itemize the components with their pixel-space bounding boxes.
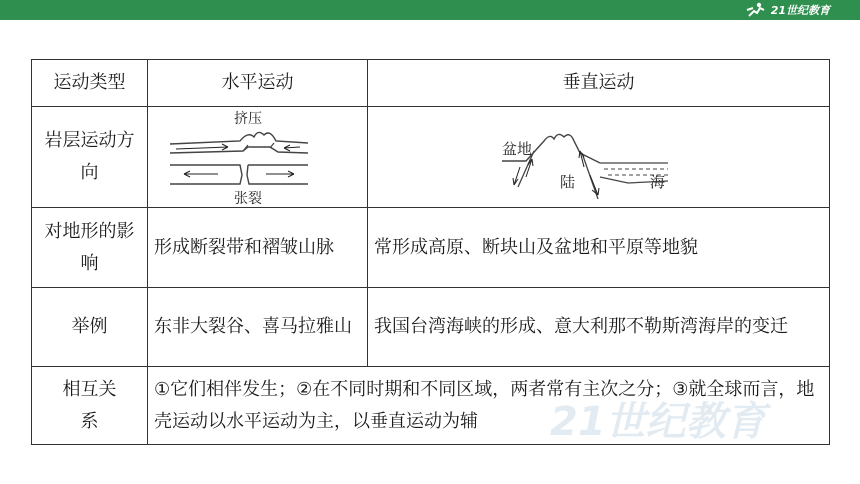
row-label-landform: 对地形的影响 bbox=[32, 208, 148, 288]
table-row-direction bbox=[32, 107, 830, 208]
header-cell-vertical: 垂直运动 bbox=[368, 60, 830, 107]
tectonic-movement-table bbox=[31, 59, 830, 445]
cell-example-vertical: 我国台湾海峡的形成、意大利那不勒斯湾海岸的变迁 bbox=[368, 288, 830, 367]
row-label-example: 举例 bbox=[32, 288, 148, 367]
runner-icon bbox=[745, 2, 767, 18]
row-label-direction: 岩层运动方向 bbox=[32, 107, 148, 208]
sea-label: 海 bbox=[650, 173, 666, 191]
cell-relation-merged: ①它们相伴发生；②在不同时期和不同区域，两者常有主次之分；③就全球而言，地壳运动以水平运动为主，以垂直运动为辅 bbox=[148, 367, 830, 445]
land-label: 陆 bbox=[560, 173, 576, 191]
watermark-logo: 21世纪教育 bbox=[550, 399, 766, 445]
vertical-movement-diagram bbox=[368, 107, 830, 207]
basin-label: 盆地 bbox=[502, 140, 533, 158]
horizontal-movement-diagram-cell bbox=[148, 107, 368, 208]
squeeze-label: 挤压 bbox=[234, 111, 262, 127]
cell-example-horizontal: 东非大裂谷、喜马拉雅山 bbox=[148, 288, 368, 367]
brand-logo bbox=[745, 1, 830, 19]
row-label-relation: 相互关系 bbox=[32, 367, 148, 445]
rift-label: 张裂 bbox=[234, 191, 262, 207]
table-row-landform bbox=[32, 208, 830, 288]
table-header-row bbox=[32, 60, 830, 107]
header-cell-horizontal: 水平运动 bbox=[148, 60, 368, 107]
horizontal-movement-diagram bbox=[148, 107, 368, 207]
header-cell-type: 运动类型 bbox=[32, 60, 148, 107]
cell-landform-vertical: 常形成高原、断块山及盆地和平原等地貌 bbox=[368, 208, 830, 288]
vertical-movement-diagram-cell bbox=[368, 107, 830, 208]
logo-text: 21世纪教育 bbox=[770, 4, 830, 17]
top-banner bbox=[0, 0, 860, 20]
table-row-example bbox=[32, 288, 830, 367]
cell-landform-horizontal: 形成断裂带和褶皱山脉 bbox=[148, 208, 368, 288]
